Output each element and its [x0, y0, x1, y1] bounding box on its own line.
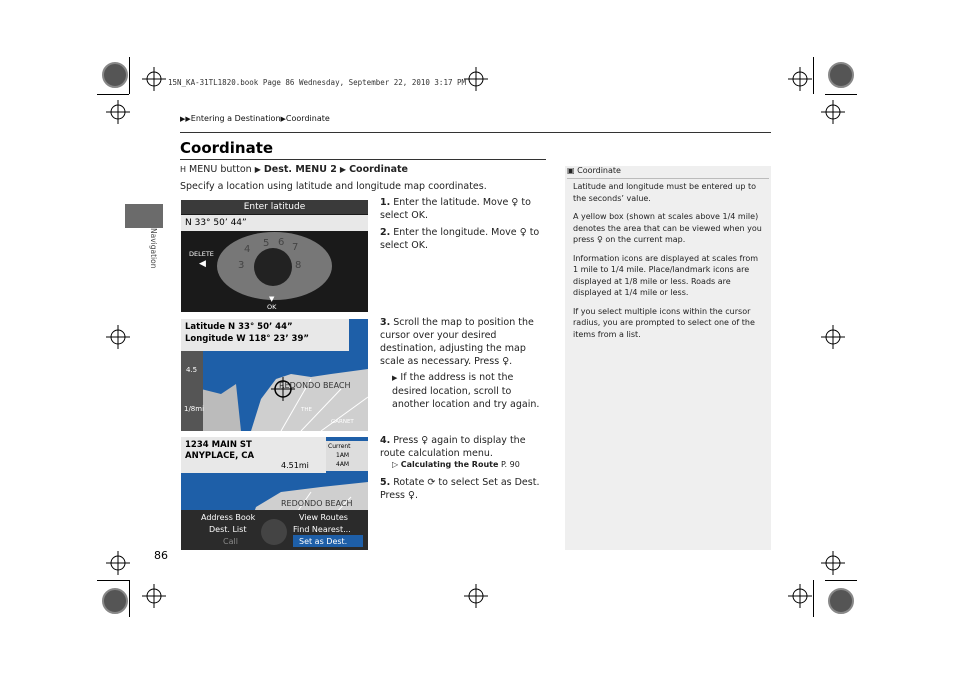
- latitude-readout: Latitude N 33° 50’ 44”: [185, 322, 293, 332]
- rotate-icon: ⟳: [427, 477, 436, 488]
- breadcrumb-section[interactable]: Entering a Destination: [190, 114, 281, 123]
- address-line-1: 1234 MAIN ST: [185, 440, 252, 450]
- menu-path-item: Coordinate: [349, 164, 409, 175]
- menu-view-routes[interactable]: View Routes: [299, 513, 348, 522]
- step-target: OK: [411, 240, 425, 251]
- delete-label[interactable]: DELETE: [189, 250, 214, 258]
- step-text: .: [424, 240, 429, 251]
- screen-map-coordinates: [181, 319, 368, 431]
- step-number: 5.: [380, 477, 391, 488]
- step-text: Scroll the map to position the cursor over your desired destination, adjusting the map scale as necessary. Press: [380, 317, 534, 367]
- step-text: Press: [380, 490, 406, 501]
- sidebar-paragraph: Information icons are displayed at scales from 1 mile to 1/4 mile. Place/landmark icons are displayed at 1/8 mile or less. Roads are displayed at 1/4 mile or less.: [573, 253, 759, 297]
- street-label: REDONDO BEACH: [281, 499, 353, 508]
- page-number: 86: [154, 549, 168, 562]
- divider: [180, 159, 546, 160]
- print-header: 15N_KA-31TL1820.book Page 86 Wednesday, September 22, 2010 3:17 PM: [168, 78, 467, 87]
- breadcrumb-page: Coordinate: [285, 114, 330, 123]
- menu-dest-list[interactable]: Dest. List: [209, 525, 247, 534]
- press-icon: ♀: [597, 235, 603, 244]
- menu-set-as-dest[interactable]: Set as Dest.: [299, 537, 348, 546]
- screen-header: Enter latitude: [181, 200, 368, 214]
- dial-digit: 7: [292, 242, 299, 253]
- step-3-note: [392, 371, 547, 411]
- menu-path-item: Dest. MENU 2: [263, 164, 337, 175]
- dial-digit: 5: [263, 238, 270, 249]
- step-target: Set as Dest.: [482, 477, 540, 488]
- sidebar-paragraph: If you select multiple icons within the cursor radius, you are prompted to select one of the items from a list.: [573, 306, 755, 339]
- screen-route-menu: [181, 437, 368, 550]
- reference-title[interactable]: Calculating the Route: [400, 460, 499, 469]
- step-text: Press: [393, 435, 419, 446]
- street-label: GARNET: [331, 419, 354, 425]
- sidebar-text: on the current map.: [605, 235, 686, 244]
- step-text: Rotate: [393, 477, 425, 488]
- menu-button-icon: H: [180, 165, 187, 174]
- left-arrow-icon[interactable]: ◀: [199, 259, 206, 269]
- cross-reference[interactable]: [392, 460, 520, 469]
- step-text: to select: [438, 477, 480, 488]
- menu-find-nearest[interactable]: Find Nearest...: [293, 525, 351, 534]
- scale-number: 4.5: [186, 366, 198, 374]
- dial-digit: 3: [238, 260, 245, 271]
- step-number: 2.: [380, 227, 391, 238]
- menu-path: [180, 164, 408, 175]
- screen-enter-latitude: [181, 200, 368, 312]
- coordinate-value: N 33° 50’ 44”: [181, 215, 368, 231]
- step-3: [380, 316, 548, 368]
- sidebar-heading: [567, 166, 769, 179]
- dial-digit: 8: [295, 260, 302, 271]
- menu-path-separator: ▶: [339, 165, 347, 174]
- sidebar-heading-text: Coordinate: [577, 166, 621, 175]
- step-number: 3.: [380, 317, 391, 328]
- sidebar-text: [573, 181, 763, 340]
- breadcrumb-arrows: ▶▶: [180, 115, 191, 123]
- press-icon: ♀: [502, 356, 510, 367]
- time-label: 1AM: [336, 452, 350, 459]
- step-2: [380, 226, 550, 252]
- dial-digit: 6: [278, 237, 285, 248]
- joystick-icon: ♀: [519, 227, 527, 238]
- step-text: to select: [380, 227, 540, 251]
- breadcrumb-separator: ▶: [280, 115, 286, 123]
- interface-knob[interactable]: [261, 519, 287, 545]
- reference-page: P. 90: [500, 460, 520, 469]
- divider: [180, 132, 771, 133]
- section-tab: [125, 204, 163, 228]
- note-icon: ▣: [567, 166, 575, 175]
- ok-label[interactable]: OK: [267, 303, 277, 311]
- menu-call[interactable]: Call: [223, 537, 238, 546]
- street-label: THE: [301, 407, 312, 413]
- current-time-label: Current: [328, 443, 351, 450]
- reference-icon: ▷: [392, 460, 399, 469]
- step-4: [380, 434, 550, 460]
- press-icon: ♀: [408, 490, 416, 501]
- time-label: 4AM: [336, 461, 350, 468]
- step-number: 4.: [380, 435, 391, 446]
- step-number: 1.: [380, 197, 391, 208]
- side-label: Navigation: [149, 228, 158, 269]
- dial-digit: 4: [244, 244, 251, 255]
- press-icon: ♀: [421, 435, 429, 446]
- dial-center[interactable]: [254, 248, 292, 286]
- step-text: Enter the latitude. Move: [393, 197, 509, 208]
- distance: 4.51mi: [281, 461, 309, 470]
- step-text: to select: [380, 197, 531, 221]
- sidebar-paragraph: [573, 211, 763, 246]
- page-title: Coordinate: [180, 139, 274, 157]
- note-text: If the address is not the desired location, scroll to another location and try again.: [392, 372, 540, 410]
- step-5: [380, 476, 550, 502]
- joystick-icon: ♀: [511, 197, 519, 208]
- sidebar-text: A yellow box (shown at scales above 1/4 mile) denotes the area that can be viewed when you press: [573, 212, 762, 244]
- step-text: .: [509, 356, 513, 367]
- menu-path-separator: ▶: [254, 165, 261, 174]
- step-text: again to display the route calculation menu.: [380, 435, 526, 459]
- step-text: Enter the longitude. Move: [393, 227, 517, 238]
- menu-path-prefix: MENU button: [189, 164, 252, 175]
- map-scale-bar: [181, 351, 203, 431]
- street-label: REDONDO BEACH: [279, 381, 351, 390]
- step-text: .: [424, 210, 429, 221]
- longitude-readout: Longitude W 118° 23’ 39”: [185, 334, 309, 344]
- sidebar-paragraph: Latitude and longitude must be entered up to the seconds’ value.: [573, 182, 756, 203]
- address-line-2: ANYPLACE, CA: [185, 451, 255, 461]
- note-arrow-icon: ▶: [392, 374, 398, 382]
- scale-label: 1/8mi: [184, 405, 205, 413]
- down-arrow-icon: ▼: [269, 295, 275, 303]
- intro-text: Specify a location using latitude and longitude map coordinates.: [180, 181, 487, 192]
- menu-address-book[interactable]: Address Book: [201, 513, 256, 522]
- step-text: .: [415, 490, 419, 501]
- step-target: OK: [411, 210, 425, 221]
- step-1: [380, 196, 550, 222]
- breadcrumb: [180, 114, 330, 123]
